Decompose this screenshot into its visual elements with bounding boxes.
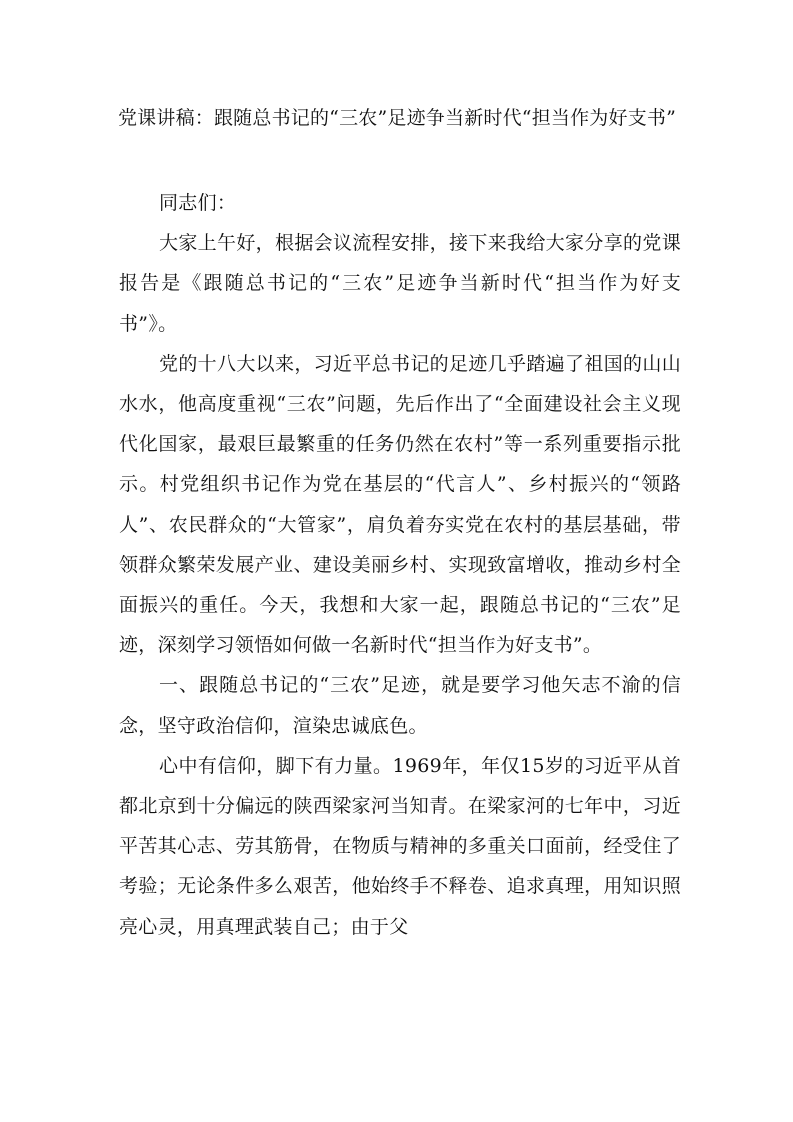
section-heading-one: 一、跟随总书记的“三农”足迹，就是要学习他矢志不渝的信念，坚守政治信仰，渲染忠诚底色。	[119, 674, 681, 737]
paragraph-section-one: 心中有信仰，脚下有力量。1969年，年仅15岁的习近平从首都北京到十分偏远的陕西梁家河当知青。在梁家河的七年中，习近平苦其心志、劳其筋骨，在物质与精神的多重关口面前，经受住了考验；无论条件多么艰苦，他始终手不释卷、追求真理，用知识照亮心灵，用真理武装自己；由于父	[119, 754, 681, 938]
paragraph-background: 党的十八大以来，习近平总书记的足迹几乎踏遍了祖国的山山水水，他高度重视“三农”问题，先后作出了“全面建设社会主义现代化国家，最艰巨最繁重的任务仍然在农村”等一系列重要指示批示。村党组织书记作为党在基层的“代言人”、乡村振兴的“领路人”、农民群众的“大管家”，肩负着夯实党在农村的基层基础，带领群众繁荣发展产业、建设美丽乡村、实现致富增收，推动乡村全面振兴的重任。今天，我想和大家一起，跟随总书记的“三农”足迹，深刻学习领悟如何做一名新时代“担当作为好支书”。	[119, 352, 681, 657]
document-title: 党课讲稿：跟随总书记的“三农”足迹争当新时代“担当作为好支书”	[117, 107, 677, 129]
paragraph-salutation: 同志们：	[159, 192, 237, 214]
paragraph-opening: 大家上午好，根据会议流程安排，接下来我给大家分享的党课报告是《跟随总书记的“三农”足迹争当新时代“担当作为好支书”》。	[119, 232, 681, 335]
document-body	[119, 183, 681, 947]
